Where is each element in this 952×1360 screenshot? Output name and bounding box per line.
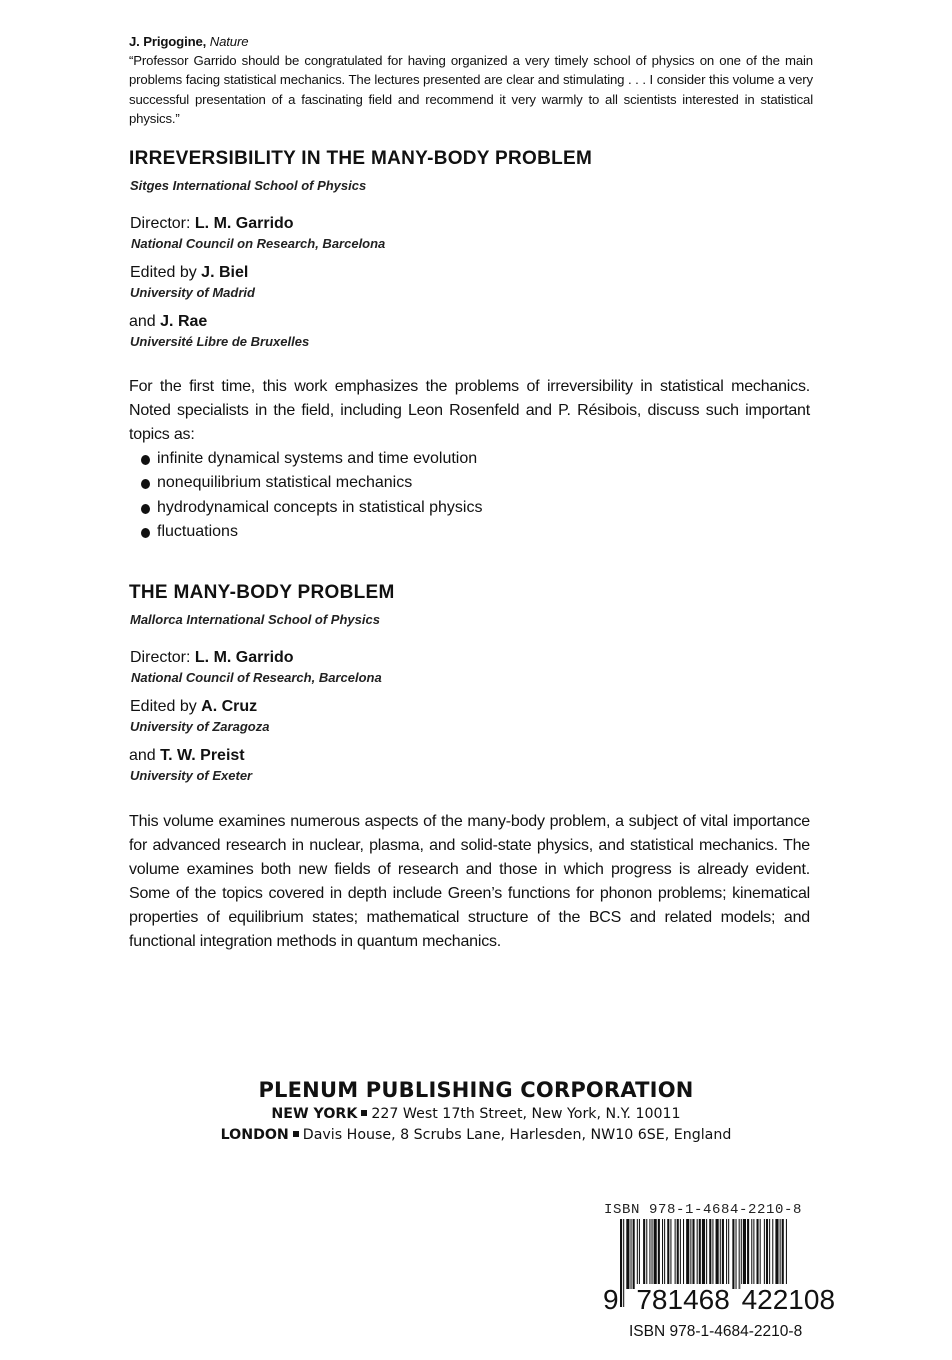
barcode-bar	[775, 1219, 778, 1289]
barcode-bar	[780, 1219, 781, 1289]
editor-label: Edited by	[130, 698, 197, 715]
barcode-bar	[747, 1219, 749, 1289]
barcode-bar	[667, 1219, 669, 1289]
london-address: Davis House, 8 Scrubs Lane, Harlesden, NW10 6SE, England	[302, 1127, 732, 1143]
barcode-bar	[646, 1219, 647, 1289]
ny-address: 227 West 17th Street, New York, N.Y. 10011	[371, 1106, 681, 1122]
barcode-bar	[677, 1219, 679, 1289]
barcode-bar	[769, 1219, 770, 1289]
book1-editor1	[130, 264, 248, 282]
barcode-digits	[602, 1284, 836, 1316]
barcode-digits-left: 781468	[636, 1284, 730, 1315]
barcode-bar	[732, 1219, 734, 1289]
topic-text: fluctuations	[157, 522, 238, 540]
director-label: Director:	[130, 649, 191, 666]
barcode-digit-first: 9	[603, 1284, 619, 1315]
ny-label: NEW YORK	[271, 1106, 358, 1122]
book1-editor2-affiliation: Université Libre de Bruxelles	[130, 334, 310, 349]
book1-editor1-affiliation: University of Madrid	[130, 285, 255, 300]
topic-item	[129, 496, 482, 520]
editor-name: J. Biel	[201, 264, 249, 281]
bullet-icon	[141, 528, 150, 538]
book1-director	[130, 215, 294, 233]
review-block	[129, 32, 813, 128]
barcode-bar	[633, 1219, 635, 1289]
barcode-bar	[720, 1219, 721, 1289]
isbn-top-label: ISBN 978-1-4684-2210-8	[604, 1202, 803, 1218]
barcode-bar	[649, 1219, 650, 1289]
editor-label: and	[129, 313, 156, 330]
topic-text: nonequilibrium statistical mechanics	[157, 474, 413, 492]
barcode-bar	[760, 1219, 761, 1289]
review-quote: “Professor Garrido should be congratulated for having organized a very timely school of physics on one of the main problems facing statistical mechanics. The lectures presented are clear and stimulating . . . I consider this volume a very successful presentation of a fascinating field and recommend it very warmly to all scientists interested in statistical physics.”	[129, 53, 813, 126]
editor-name: J. Rae	[160, 313, 208, 330]
book2-director-affiliation: National Council of Research, Barcelona	[131, 670, 382, 685]
book1-description: For the first time, this work emphasizes the problems of irreversibility in statistical mechanics. Noted specialists in the field, including Leon Rosenfeld and P. Résibois, discuss such important topics as:	[129, 378, 810, 443]
book1-topic-list	[129, 447, 482, 544]
square-bullet-icon	[293, 1131, 299, 1137]
isbn-bottom-label: ISBN 978-1-4684-2210-8	[629, 1323, 803, 1340]
topic-text: infinite dynamical systems and time evolution	[157, 450, 478, 467]
publisher-london	[0, 1125, 952, 1146]
director-label: Director:	[130, 215, 191, 232]
review-source: Nature	[209, 34, 249, 49]
topic-text: hydrodynamical concepts in statistical physics	[157, 498, 483, 516]
barcode-bar	[757, 1219, 759, 1289]
book1-director-affiliation: National Council on Research, Barcelona	[131, 236, 386, 251]
book1-subtitle: Sitges International School of Physics	[130, 178, 367, 193]
barcode-bar	[722, 1219, 724, 1289]
book2-director	[130, 649, 294, 667]
barcode-bar	[692, 1219, 694, 1289]
barcode-bar	[664, 1219, 665, 1289]
barcode-bar	[658, 1219, 660, 1289]
barcode-bar	[680, 1219, 681, 1289]
barcode-bar	[736, 1219, 737, 1289]
publisher-name: PLENUM PUBLISHING CORPORATION	[258, 1078, 694, 1102]
review-attribution	[129, 32, 813, 51]
barcode-bar	[643, 1219, 645, 1289]
book1-title: IRREVERSIBILITY IN THE MANY-BODY PROBLEM	[129, 148, 593, 169]
bullet-icon	[141, 479, 150, 489]
barcode-bar	[683, 1219, 684, 1289]
barcode-bar	[670, 1219, 671, 1289]
editor-name: A. Cruz	[201, 698, 258, 715]
barcode-bar	[764, 1219, 765, 1289]
barcode-bar	[751, 1219, 752, 1289]
bullet-icon	[141, 504, 150, 514]
barcode-bar	[626, 1219, 629, 1289]
barcode-bar	[639, 1219, 640, 1289]
publisher-ny	[0, 1104, 952, 1125]
topic-item	[129, 520, 482, 544]
barcode-bar	[697, 1219, 698, 1289]
barcode-bar	[686, 1219, 689, 1289]
director-name: L. M. Garrido	[194, 649, 294, 666]
barcode-bar	[699, 1219, 701, 1289]
barcode-bar	[652, 1219, 653, 1289]
book2-editor2-affiliation: University of Exeter	[130, 768, 253, 783]
barcode-bar	[726, 1219, 727, 1289]
barcode-bar	[728, 1219, 729, 1289]
editor-label: Edited by	[130, 264, 197, 281]
barcode-bar	[743, 1219, 746, 1289]
barcode-bar	[675, 1219, 676, 1289]
barcode-bar	[741, 1219, 742, 1289]
editor-label: and	[129, 747, 156, 764]
barcode-bar	[712, 1219, 713, 1289]
editor-name: T. W. Preist	[160, 747, 245, 764]
barcode-bar	[706, 1219, 707, 1289]
publisher-block	[0, 1076, 952, 1146]
book2-editor2	[129, 747, 245, 765]
barcode-bar	[739, 1219, 740, 1289]
topic-item	[129, 447, 482, 471]
topic-item	[129, 471, 482, 495]
barcode-bar	[782, 1219, 784, 1289]
barcode-bar	[631, 1219, 632, 1289]
director-name: L. M. Garrido	[194, 215, 294, 232]
bullet-icon	[141, 455, 150, 465]
london-label: LONDON	[220, 1127, 289, 1143]
barcode-digits-right: 422108	[741, 1284, 836, 1315]
book2-description: This volume examines numerous aspects of the many-body problem, a subject of vital importance for advanced research in nuclear, plasma, and solid-state physics, and statistical mechanics. The volume examines both new fields of research and those in which progress is already evident. Some of the topics covered in depth include Green’s functions for phonon problems; kinematical properties of equilibrium states; mathematical structure of the BCS and related models; and functional integration methods in quantum mechanics.	[129, 813, 810, 950]
book2-subtitle: Mallorca International School of Physics	[130, 612, 380, 627]
book2-title: THE MANY-BODY PROBLEM	[129, 582, 395, 603]
barcode-bar	[690, 1219, 691, 1289]
barcode-bar	[716, 1219, 719, 1289]
review-author: J. Prigogine,	[129, 34, 207, 49]
barcode-bar	[709, 1219, 711, 1289]
barcode-bar	[753, 1219, 754, 1289]
square-bullet-icon	[361, 1110, 367, 1116]
barcode-bar	[662, 1219, 663, 1289]
barcode-bar	[766, 1219, 768, 1289]
barcode-bar	[637, 1219, 638, 1289]
book1-editor2	[129, 313, 207, 331]
barcode-bar	[772, 1219, 773, 1289]
book2-editor1-affiliation: University of Zaragoza	[130, 719, 270, 734]
barcode-bar	[654, 1219, 657, 1289]
book2-editor1	[130, 698, 257, 716]
